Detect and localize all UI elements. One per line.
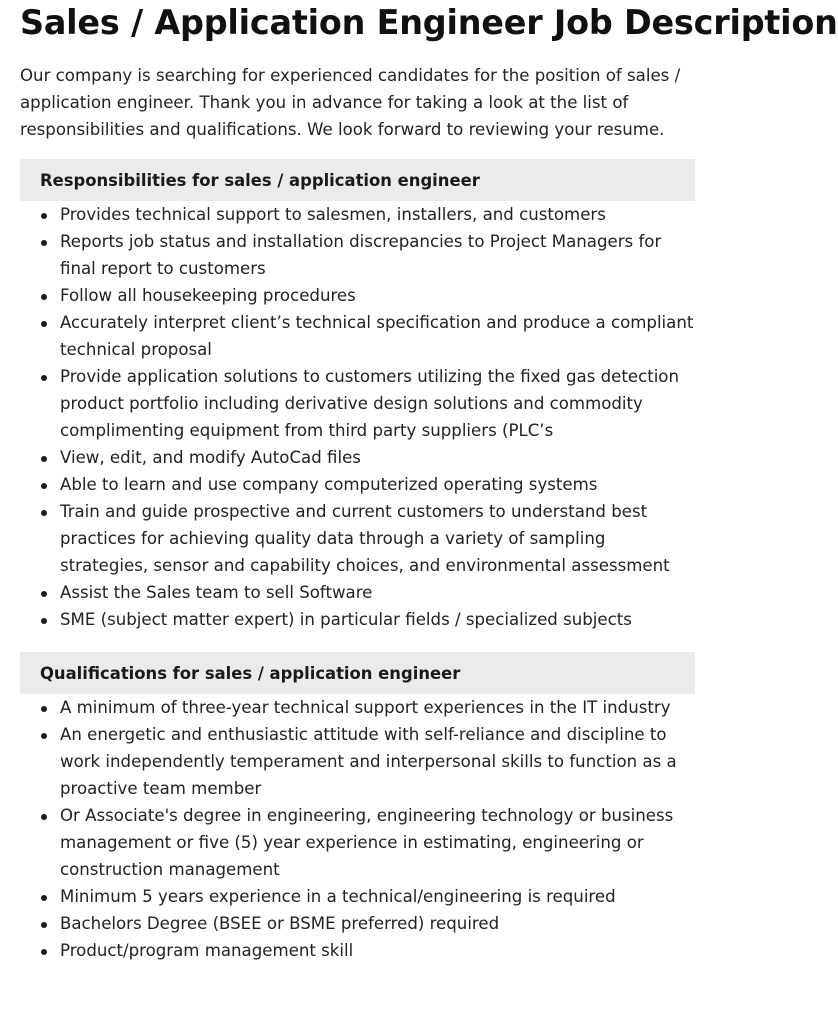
bullet-icon xyxy=(41,895,47,901)
list-item-text: Reports job status and installation discrepancies to Project Managers for final report to customers xyxy=(60,232,662,278)
list-item xyxy=(60,910,695,937)
list-item-text: Train and guide prospective and current customers to understand best practices for achieving quality data through a variety of sampling strategies, sensor and capability choices, and environmental assessment xyxy=(60,502,670,575)
list-item xyxy=(60,694,695,721)
list-item-text: Assist the Sales team to sell Software xyxy=(60,583,373,602)
bullet-icon xyxy=(41,814,47,820)
list-item-text: Minimum 5 years experience in a technical/engineering is required xyxy=(60,887,616,906)
bullet-icon xyxy=(41,483,47,489)
list-item xyxy=(60,282,695,309)
list-item-text: Bachelors Degree (BSEE or BSME preferred) required xyxy=(60,914,500,933)
bullet-icon xyxy=(41,456,47,462)
list-item xyxy=(60,883,695,910)
bullet-icon xyxy=(41,733,47,739)
bullet-icon xyxy=(41,618,47,624)
list-item-text: Able to learn and use company computerized operating systems xyxy=(60,475,598,494)
list-item xyxy=(60,802,695,883)
list-item xyxy=(60,721,695,802)
list-item-text: Provides technical support to salesmen, installers, and customers xyxy=(60,205,606,224)
list-item xyxy=(60,471,695,498)
page-title: Sales / Application Engineer Job Description xyxy=(20,3,838,42)
list-item xyxy=(60,937,695,964)
bullet-icon xyxy=(41,706,47,712)
bullet-icon xyxy=(41,922,47,928)
list-item-text: Provide application solutions to customers utilizing the fixed gas detection product portfolio including derivative design solutions and commodity complimenting equipment from third party suppliers (PLC’s xyxy=(60,367,679,440)
bullet-icon xyxy=(41,321,47,327)
responsibilities-list xyxy=(20,201,695,633)
qualifications-list xyxy=(20,694,695,964)
bullet-icon xyxy=(41,591,47,597)
bullet-icon xyxy=(41,949,47,955)
list-item xyxy=(60,228,695,282)
list-item xyxy=(60,606,695,633)
list-item-text: View, edit, and modify AutoCad files xyxy=(60,448,361,467)
list-item-text: Accurately interpret client’s technical specification and produce a compliant technical proposal xyxy=(60,313,694,359)
list-item-text: Product/program management skill xyxy=(60,941,354,960)
list-item xyxy=(60,309,695,363)
bullet-icon xyxy=(41,375,47,381)
list-item xyxy=(60,444,695,471)
bullet-icon xyxy=(41,240,47,246)
list-item xyxy=(60,498,695,579)
list-item-text: An energetic and enthusiastic attitude with self-reliance and discipline to work independently temperament and interpersonal skills to function as a proactive team member xyxy=(60,725,677,798)
list-item xyxy=(60,363,695,444)
bullet-icon xyxy=(41,213,47,219)
list-item-text: A minimum of three-year technical support experiences in the IT industry xyxy=(60,698,671,717)
responsibilities-heading: Responsibilities for sales / application engineer xyxy=(20,159,695,201)
list-item-text: Or Associate's degree in engineering, engineering technology or business management or five (5) year experience in estimating, engineering or construction management xyxy=(60,806,674,879)
list-item-text: Follow all housekeeping procedures xyxy=(60,286,356,305)
intro-paragraph: Our company is searching for experienced candidates for the position of sales / application engineer. Thank you in advance for taking a look at the list of responsibilities and qualifications. We look forward to reviewing your resume. xyxy=(20,66,681,139)
qualifications-heading: Qualifications for sales / application engineer xyxy=(20,652,695,694)
list-item xyxy=(60,201,695,228)
bullet-icon xyxy=(41,510,47,516)
list-item xyxy=(60,579,695,606)
bullet-icon xyxy=(41,294,47,300)
list-item-text: SME (subject matter expert) in particular fields / specialized subjects xyxy=(60,610,632,629)
